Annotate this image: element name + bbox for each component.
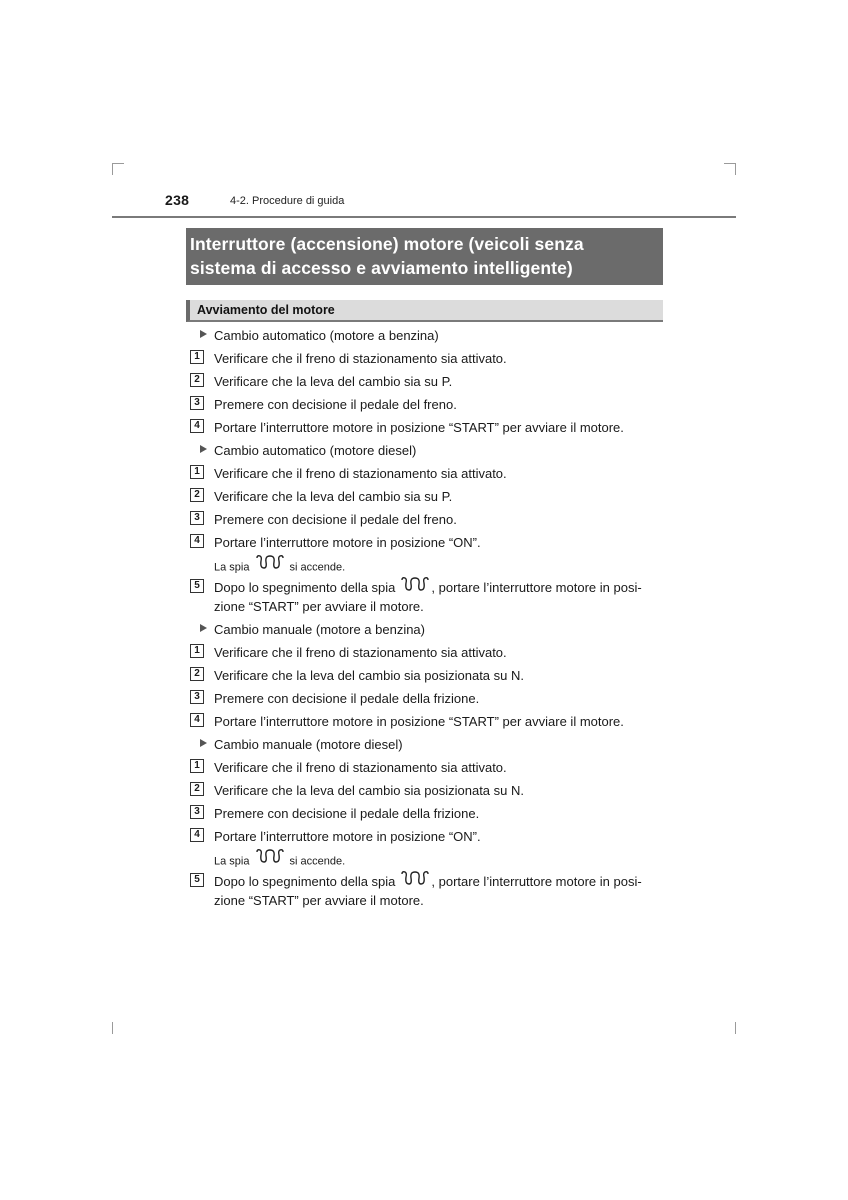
- step-text: Portare l’interruttore motore in posizione “START” per avviare il motore.: [214, 714, 624, 729]
- step-item: [190, 757, 664, 780]
- step-item: [190, 532, 664, 555]
- crop-mark-top-right-v: [735, 163, 736, 175]
- page-title: [186, 228, 663, 285]
- group-heading-text: Cambio automatico (motore a benzina): [214, 328, 439, 343]
- page-title-line-2: sistema di accesso e avviamento intelligente): [190, 258, 573, 278]
- bullet-triangle-icon: [200, 624, 207, 632]
- group-heading-text: Cambio automatico (motore diesel): [214, 443, 417, 458]
- step-text: Dopo lo spegnimento della spia: [214, 874, 396, 889]
- section-label: 4-2. Procedure di guida: [230, 195, 345, 207]
- step-text: Verificare che la leva del cambio sia posizionata su N.: [214, 783, 524, 798]
- page-number: 238: [165, 192, 190, 208]
- section-subheading: Avviamento del motore: [186, 300, 663, 322]
- procedure-list: [190, 325, 664, 913]
- glow-plug-indicator-icon: [255, 848, 285, 871]
- indicator-note: [190, 555, 664, 577]
- step-item: [190, 486, 664, 509]
- step-text: Portare l’interruttore motore in posizione “START” per avviare il motore.: [214, 420, 624, 435]
- crop-mark-bottom-left-v: [112, 1022, 113, 1034]
- step-item: [190, 577, 664, 619]
- bullet-triangle-icon: [200, 445, 207, 453]
- step-text: zione “START” per avviare il motore.: [214, 893, 424, 909]
- step-text: Dopo lo spegnimento della spia: [214, 580, 396, 595]
- step-number-box: 4: [190, 419, 204, 433]
- group-heading-text: Cambio manuale (motore diesel): [214, 737, 403, 752]
- step-text: Verificare che il freno di stazionamento sia attivato.: [214, 645, 507, 660]
- group-heading-text: Cambio manuale (motore a benzina): [214, 622, 425, 637]
- step-item: [190, 711, 664, 734]
- step-item: [190, 463, 664, 486]
- step-text: Verificare che la leva del cambio sia su P.: [214, 374, 453, 389]
- note-text-before: La spia: [214, 855, 250, 868]
- step-text: Premere con decisione il pedale del freno.: [214, 512, 457, 527]
- page-title-line-1: Interruttore (accensione) motore (veicoli senza: [190, 234, 584, 254]
- step-number-box: 3: [190, 511, 204, 525]
- page-header: [112, 192, 736, 218]
- step-item: [190, 826, 664, 849]
- step-number-box: 1: [190, 465, 204, 479]
- bullet-triangle-icon: [200, 330, 207, 338]
- step-text: Premere con decisione il pedale della frizione.: [214, 806, 480, 821]
- note-text-before: La spia: [214, 561, 250, 574]
- step-number-box: 1: [190, 350, 204, 364]
- step-text: Verificare che la leva del cambio sia su P.: [214, 489, 453, 504]
- step-item: [190, 665, 664, 688]
- step-number-box: 4: [190, 713, 204, 727]
- step-text: , portare l’interruttore motore in posi-: [431, 580, 642, 595]
- group-heading: [190, 440, 664, 463]
- glow-plug-indicator-icon: [400, 870, 430, 891]
- step-item: [190, 803, 664, 826]
- step-number-box: 4: [190, 828, 204, 842]
- step-item: [190, 417, 664, 440]
- crop-mark-top-left-h: [112, 163, 124, 164]
- step-number-box: 2: [190, 782, 204, 796]
- step-number-box: 3: [190, 805, 204, 819]
- step-text: Verificare che il freno di stazionamento sia attivato.: [214, 351, 507, 366]
- glow-plug-indicator-icon: [255, 554, 285, 577]
- step-text: zione “START” per avviare il motore.: [214, 599, 424, 615]
- step-text: Portare l’interruttore motore in posizione “ON”.: [214, 829, 481, 844]
- step-text: Portare l’interruttore motore in posizione “ON”.: [214, 535, 481, 550]
- step-number-box: 2: [190, 488, 204, 502]
- step-number-box: 3: [190, 690, 204, 704]
- note-text-after: si accende.: [289, 855, 346, 868]
- step-text: Premere con decisione il pedale della frizione.: [214, 691, 480, 706]
- step-number-box: 4: [190, 534, 204, 548]
- indicator-note: [190, 849, 664, 871]
- step-item: [190, 642, 664, 665]
- step-number-box: 1: [190, 644, 204, 658]
- crop-mark-top-left-v: [112, 163, 113, 175]
- step-number-box: 1: [190, 759, 204, 773]
- group-heading: [190, 619, 664, 642]
- step-item: [190, 348, 664, 371]
- glow-plug-indicator-icon: [400, 576, 430, 597]
- header-rule: [112, 216, 736, 218]
- step-text: Verificare che il freno di stazionamento sia attivato.: [214, 466, 507, 481]
- step-number-box: 5: [190, 873, 204, 887]
- step-number-box: 3: [190, 396, 204, 410]
- note-text-after: si accende.: [289, 561, 346, 574]
- step-number-box: 2: [190, 373, 204, 387]
- step-item: [190, 780, 664, 803]
- step-item: [190, 509, 664, 532]
- bullet-triangle-icon: [200, 739, 207, 747]
- group-heading: [190, 325, 664, 348]
- step-text: Verificare che la leva del cambio sia posizionata su N.: [214, 668, 524, 683]
- group-heading: [190, 734, 664, 757]
- step-number-box: 2: [190, 667, 204, 681]
- step-text: Verificare che il freno di stazionamento sia attivato.: [214, 760, 507, 775]
- step-item: [190, 688, 664, 711]
- step-text: Premere con decisione il pedale del freno.: [214, 397, 457, 412]
- step-number-box: 5: [190, 579, 204, 593]
- step-item: [190, 394, 664, 417]
- step-text: , portare l’interruttore motore in posi-: [431, 874, 642, 889]
- step-item: [190, 871, 664, 913]
- crop-mark-bottom-right-v: [735, 1022, 736, 1034]
- step-item: [190, 371, 664, 394]
